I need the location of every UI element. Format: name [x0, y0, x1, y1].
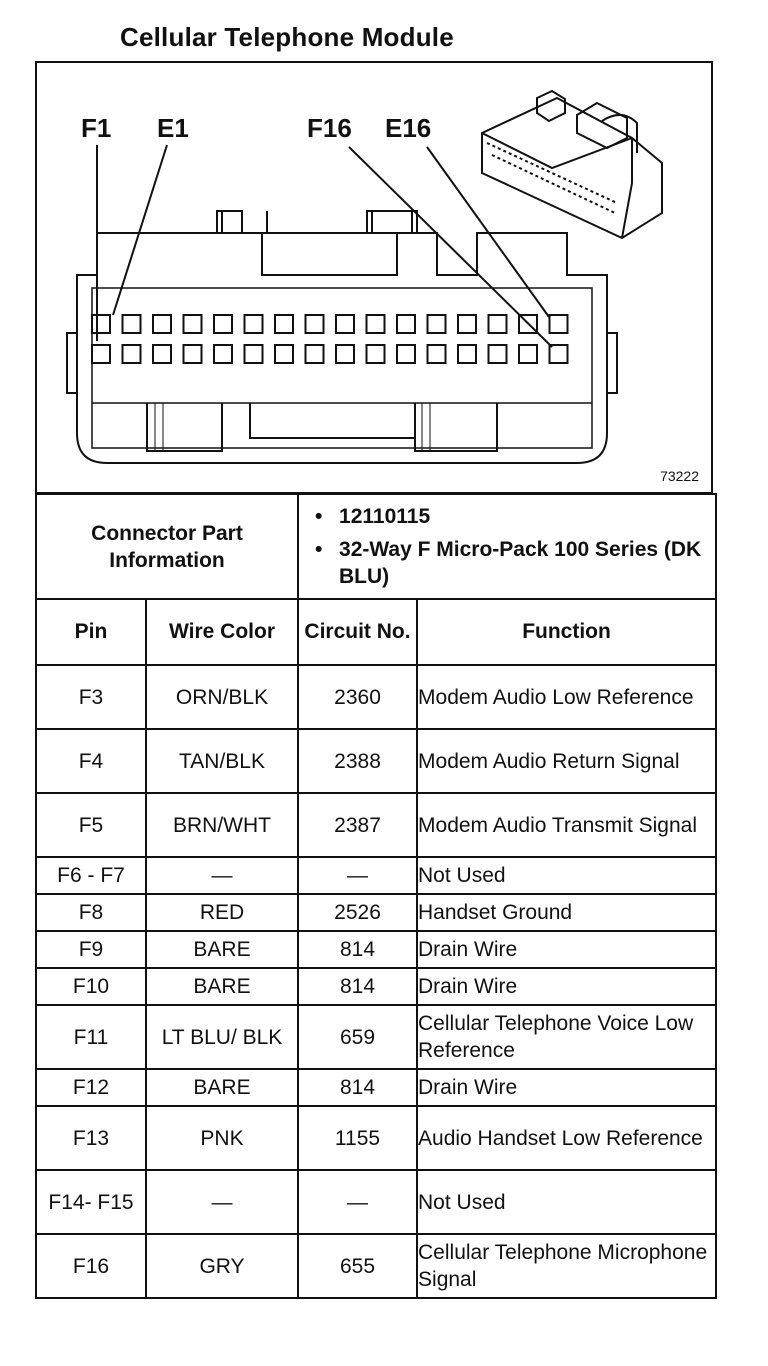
connector-cavity	[92, 315, 110, 333]
wire-color-cell: GRY	[146, 1234, 298, 1298]
pin-cell: F14- F15	[36, 1170, 146, 1234]
connector-cavity	[519, 345, 537, 363]
table-row	[36, 968, 716, 1005]
wire-color-cell: TAN/BLK	[146, 729, 298, 793]
pin-cell: F6 - F7	[36, 857, 146, 894]
function-cell: Handset Ground	[417, 894, 716, 931]
connector-description: • 32-Way F Micro-Pack 100 Series (DK BLU)	[339, 536, 715, 590]
bottom-key-left	[147, 403, 222, 451]
wire-color-cell: —	[146, 1170, 298, 1234]
connector-cavity	[458, 345, 476, 363]
connector-cavity	[306, 345, 324, 363]
function-cell: Modem Audio Return Signal	[417, 729, 716, 793]
figure-number: 73222	[660, 468, 699, 484]
table-row	[36, 1170, 716, 1234]
latch-right	[367, 211, 417, 233]
connector-cavity	[367, 345, 385, 363]
connector-cavity	[275, 345, 293, 363]
wire-color-cell: —	[146, 857, 298, 894]
connector-3d-sketch	[482, 91, 662, 238]
connector-cavity	[428, 315, 446, 333]
header-pin: Pin	[36, 599, 146, 665]
circuit-cell: 2388	[298, 729, 417, 793]
table-row	[36, 1005, 716, 1069]
wire-color-cell: BARE	[146, 1069, 298, 1106]
pin-cell: F16	[36, 1234, 146, 1298]
table-row	[36, 1069, 716, 1106]
pin-label-f1: F1	[81, 113, 112, 143]
table-body	[36, 665, 716, 1298]
wire-color-cell: RED	[146, 894, 298, 931]
wire-color-cell: PNK	[146, 1106, 298, 1170]
connector-diagram	[35, 61, 713, 494]
circuit-cell: —	[298, 1170, 417, 1234]
table-row	[36, 894, 716, 931]
pin-label-e16: E16	[385, 113, 432, 143]
table-row	[36, 1234, 716, 1298]
connector-cavity	[123, 345, 141, 363]
function-cell: Modem Audio Low Reference	[417, 665, 716, 729]
connector-cavity	[153, 345, 171, 363]
connector-cavity	[184, 315, 202, 333]
circuit-cell: 655	[298, 1234, 417, 1298]
connector-cavity	[428, 345, 446, 363]
pin-cell: F5	[36, 793, 146, 857]
connector-cavity	[489, 315, 507, 333]
connector-cavity	[153, 315, 171, 333]
connector-cavity	[275, 315, 293, 333]
connector-cavity	[550, 315, 568, 333]
connector-cavity	[458, 315, 476, 333]
function-cell: Audio Handset Low Reference	[417, 1106, 716, 1170]
connector-cavity	[306, 315, 324, 333]
connector-drawing	[37, 63, 713, 494]
connector-cavity	[214, 315, 232, 333]
pin-cell: F10	[36, 968, 146, 1005]
connector-cavity	[184, 345, 202, 363]
connector-info-values	[298, 494, 716, 599]
table-row	[36, 729, 716, 793]
table-row	[36, 857, 716, 894]
cavity-grid	[92, 315, 568, 363]
circuit-cell: 659	[298, 1005, 417, 1069]
connector-cavity	[92, 345, 110, 363]
header-circuit: Circuit No.	[298, 599, 417, 665]
connector-cavity	[245, 345, 263, 363]
page-title: Cellular Telephone Module	[120, 22, 454, 52]
header-wire-color: Wire Color	[146, 599, 298, 665]
circuit-cell: 1155	[298, 1106, 417, 1170]
table-row	[36, 665, 716, 729]
circuit-cell: 2360	[298, 665, 417, 729]
bottom-key-middle	[250, 403, 415, 438]
wire-color-cell: BARE	[146, 968, 298, 1005]
function-cell: Cellular Telephone Microphone Signal	[417, 1234, 716, 1298]
function-cell: Drain Wire	[417, 1069, 716, 1106]
connector-cavity	[245, 315, 263, 333]
pin-cell: F12	[36, 1069, 146, 1106]
circuit-cell: 814	[298, 968, 417, 1005]
wire-color-cell: LT BLU/ BLK	[146, 1005, 298, 1069]
connector-cavity	[336, 345, 354, 363]
connector-cavity	[367, 315, 385, 333]
function-cell: Not Used	[417, 1170, 716, 1234]
pin-cell: F4	[36, 729, 146, 793]
table-row	[36, 931, 716, 968]
table-row	[36, 793, 716, 857]
circuit-cell: 2526	[298, 894, 417, 931]
connector-cavity	[397, 345, 415, 363]
connector-cavity	[550, 345, 568, 363]
connector-cavity	[336, 315, 354, 333]
wire-color-cell: ORN/BLK	[146, 665, 298, 729]
connector-info-row	[36, 494, 716, 599]
circuit-cell: —	[298, 857, 417, 894]
table-row	[36, 1106, 716, 1170]
pin-cell: F13	[36, 1106, 146, 1170]
latch-left	[217, 211, 267, 233]
connector-cavity	[397, 315, 415, 333]
circuit-cell: 814	[298, 1069, 417, 1106]
function-cell: Not Used	[417, 857, 716, 894]
pin-label-e1: E1	[157, 113, 189, 143]
pinout-table	[35, 493, 717, 1299]
function-cell: Cellular Telephone Voice Low Reference	[417, 1005, 716, 1069]
pin-cell: F3	[36, 665, 146, 729]
connector-info-label: Connector Part Information	[36, 494, 298, 599]
function-cell: Drain Wire	[417, 968, 716, 1005]
wire-color-cell: BARE	[146, 931, 298, 968]
circuit-cell: 2387	[298, 793, 417, 857]
connector-cavity	[123, 315, 141, 333]
pin-cell: F11	[36, 1005, 146, 1069]
connector-cavity	[214, 345, 232, 363]
connector-cavity	[489, 345, 507, 363]
bottom-key-right	[415, 403, 497, 451]
function-cell: Modem Audio Transmit Signal	[417, 793, 716, 857]
table-header	[36, 599, 716, 665]
wire-color-cell: BRN/WHT	[146, 793, 298, 857]
connector-part-number: • 12110115	[339, 503, 715, 530]
pin-cell: F9	[36, 931, 146, 968]
function-cell: Drain Wire	[417, 931, 716, 968]
pin-cell: F8	[36, 894, 146, 931]
circuit-cell: 814	[298, 931, 417, 968]
pin-label-f16: F16	[307, 113, 352, 143]
header-function: Function	[417, 599, 716, 665]
